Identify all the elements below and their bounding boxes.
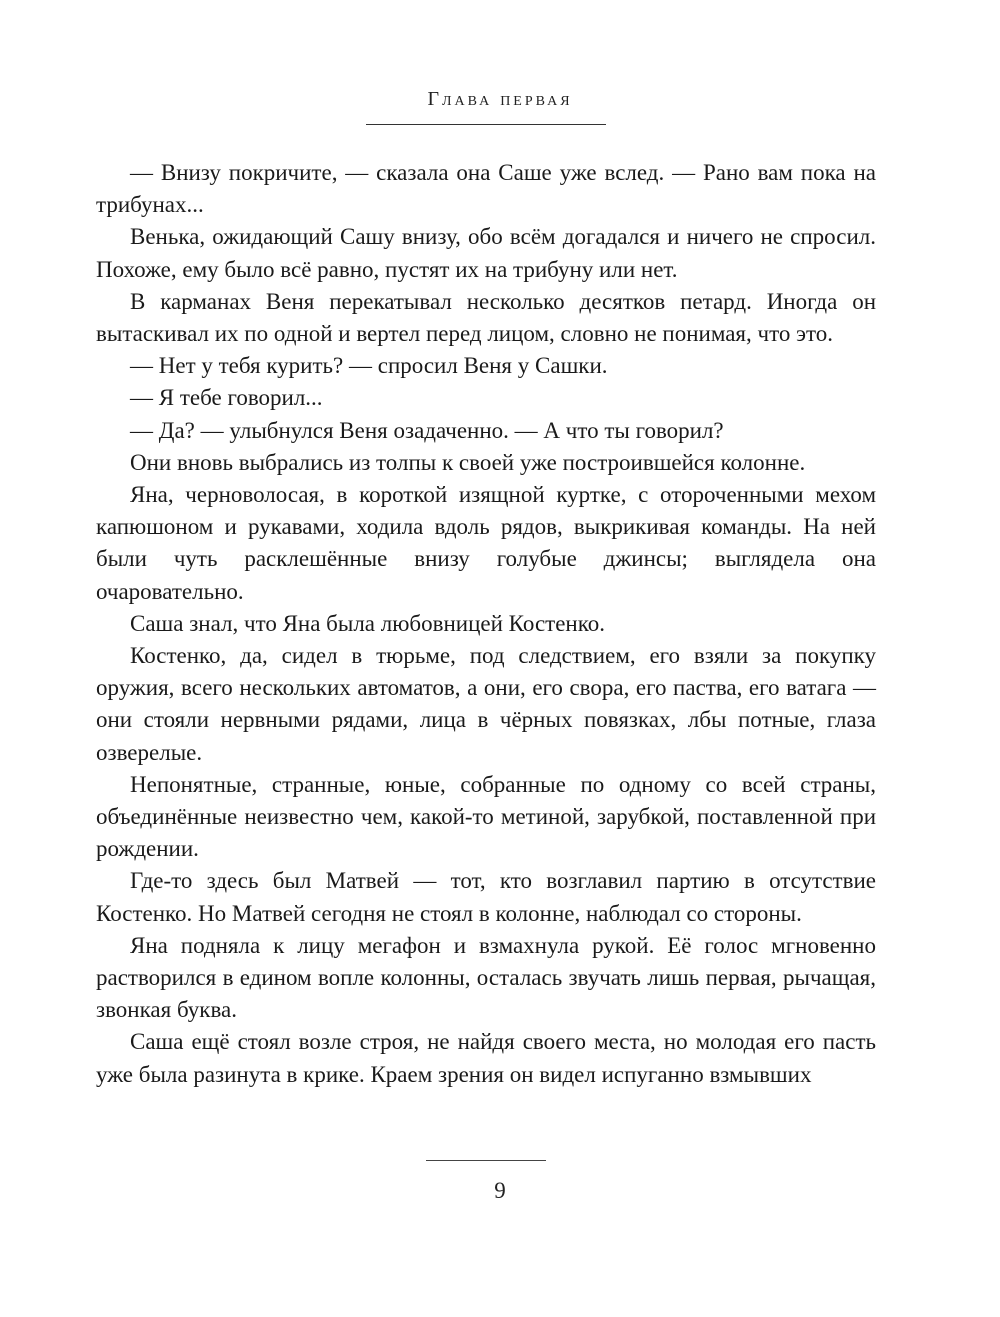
header-rule (366, 124, 606, 125)
paragraph: Венька, ожидающий Сашу внизу, обо всём догадался и ничего не спросил. Похоже, ему было всё равно, пустят их на трибуну или нет. (96, 224, 876, 282)
paragraph: Костенко, да, сидел в тюрьме, под следствием, его взяли за покупку оружия, всего нескольких автоматов, а они, его свора, его паства, его ватага — они стояли нервными рядами, лица в чёрных повязках, лбы потные, глаза озверелые. (96, 643, 876, 765)
footer-rule (426, 1160, 546, 1161)
paragraph: — Я тебе говорил... (130, 385, 323, 411)
paragraph: Непонятные, странные, юные, собранные по одному со всей страны, объединённые неизвестно чем, какой-то метиной, зарубкой, поставленной при рождении. (96, 771, 876, 862)
paragraph: Яна подняла к лицу мегафон и взмахнула рукой. Её голос мгновенно растворился в едином вопле колонны, осталась звучать лишь первая, рычащая, звонкая буква. (96, 932, 876, 1023)
paragraph: — Нет у тебя курить? — спросил Веня у Сашки. (130, 353, 608, 379)
running-head: Глава первая (427, 88, 573, 110)
paragraph: Саша знал, что Яна была любовницей Костенко. (130, 610, 605, 636)
paragraph: Яна, черноволосая, в короткой изящной куртке, с отороченными мехом капюшоном и рукавами, ходила вдоль рядов, выкрикивая команды. На ней были чуть расклешённые внизу голубые джинсы; выглядела она очаровательно. (96, 482, 876, 604)
paragraph: — Да? — улыбнулся Веня озадаченно. — А что ты говорил? (130, 417, 724, 443)
paragraph: В карманах Веня перекатывал несколько десятков петард. Иногда он вытаскивал их по одной и вертел перед лицом, словно не понимая, что это. (96, 288, 876, 347)
page-number: 9 (494, 1178, 506, 1203)
body-text (96, 157, 876, 1091)
paragraph: Где-то здесь был Матвей — тот, кто возглавил партию в отсутствие Костенко. Но Матвей сегодня не стоял в колонне, наблюдал со стороны. (96, 868, 876, 926)
paragraph: Саша ещё стоял возле строя, не найдя своего места, но молодая его пасть уже была разинута в крике. Краем зрения он видел испуганно взмывших (96, 1029, 876, 1087)
paragraph: Они вновь выбрались из толпы к своей уже построившейся колонне. (130, 449, 806, 475)
paragraph: — Внизу покричите, — сказала она Саше уже вслед. — Рано вам пока на трибунах... (96, 160, 876, 218)
